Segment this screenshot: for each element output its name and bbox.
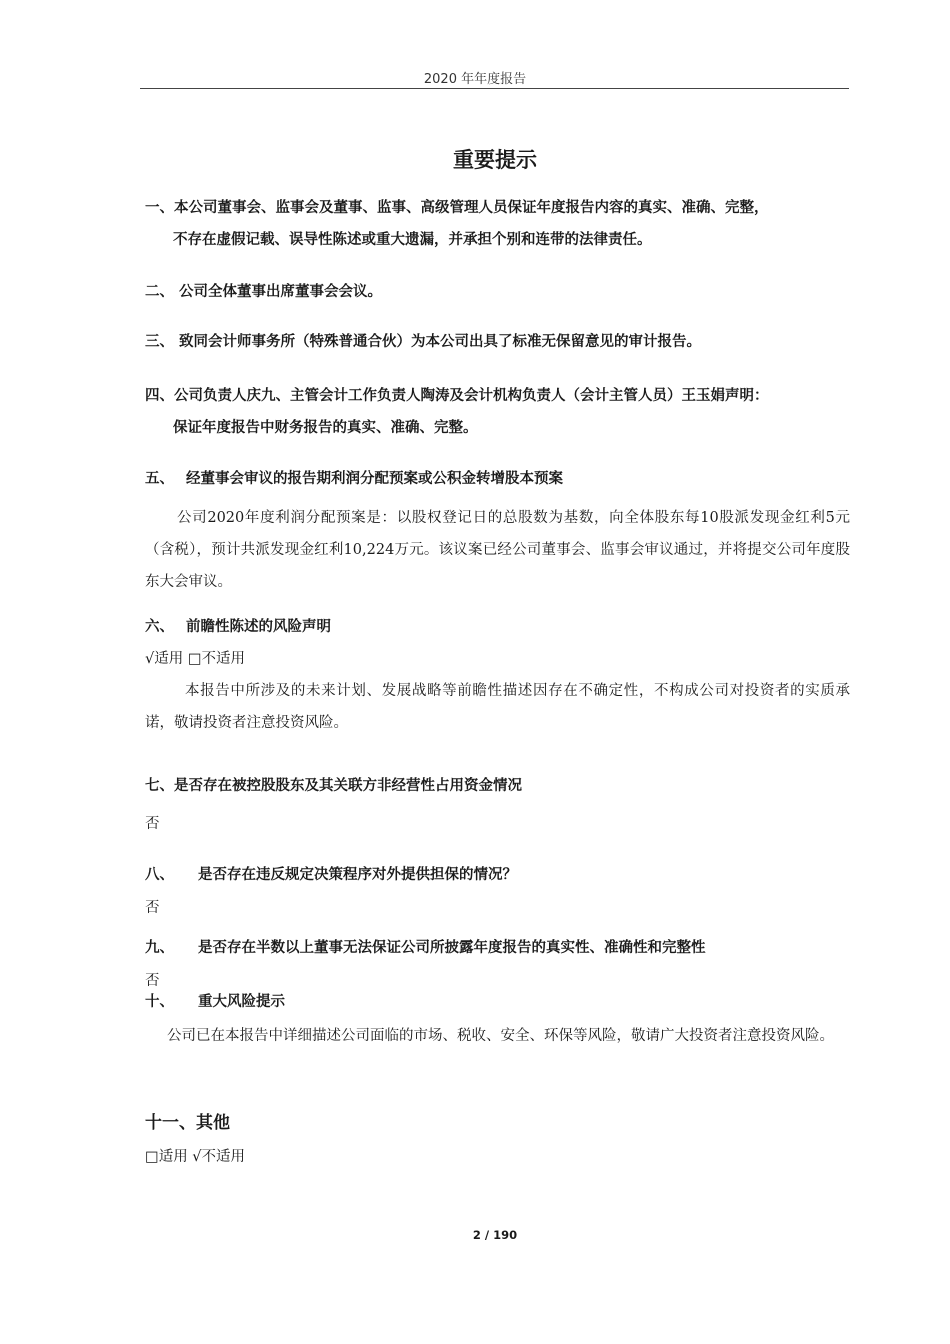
item-6-body: 本报告中所涉及的未来计划、发展战略等前瞻性描述因存在不确定性，不构成公司对投资者的实质承诺，敬请投资者注意投资风险。 xyxy=(145,683,850,731)
page-title: 重要提示 xyxy=(453,148,537,172)
item-8-answer: 否 xyxy=(145,900,160,916)
item-8-number: 八、 xyxy=(145,867,174,883)
item-2: 二、 公司全体董事出席董事会会议。 xyxy=(145,284,383,300)
item-5-body: 公司2020年度利润分配预案是：以股权登记日的总股数为基数，向全体股东每10股派发现金红利5元（含税），预计共派发现金红利10,224万元。该议案已经公司董事会、监事会审议通过，并将提交公司年度股东大会审议。 xyxy=(145,510,850,590)
header-divider xyxy=(140,88,849,89)
item-4-line-1: 四、公司负责人庆九、主管会计工作负责人陶涛及会计机构负责人（会计主管人员）王玉娟声明： xyxy=(145,388,769,404)
item-10-body: 公司已在本报告中详细描述公司面临的市场、税收、安全、环保等风险，敬请广大投资者注意投资风险。 xyxy=(167,1028,834,1044)
item-9-heading xyxy=(145,932,850,964)
item-11: 十一、其他 xyxy=(145,1113,230,1133)
item-5-title: 经董事会审议的报告期利润分配预案或公积金转增股本预案 xyxy=(186,471,563,487)
item-6-applicability: √适用 □不适用 xyxy=(145,651,246,667)
item-6-number: 六、 xyxy=(145,619,174,635)
item-10-number: 十、 xyxy=(145,994,174,1010)
running-header: 2020 年年度报告 xyxy=(423,72,527,87)
item-9-number: 九、 xyxy=(145,940,174,956)
item-7: 七、是否存在被控股股东及其关联方非经营性占用资金情况 xyxy=(145,778,522,794)
item-4 xyxy=(145,380,850,444)
item-11-applicability: □适用 √不适用 xyxy=(145,1149,246,1165)
item-1-line-2: 不存在虚假记载、误导性陈述或重大遗漏，并承担个别和连带的法律责任。 xyxy=(173,232,652,248)
item-7-answer: 否 xyxy=(145,816,160,832)
item-4-line-2: 保证年度报告中财务报告的真实、准确、完整。 xyxy=(173,420,478,436)
item-9-title: 是否存在半数以上董事无法保证公司所披露年度报告的真实性、准确性和完整性 xyxy=(198,940,706,956)
item-5-heading xyxy=(145,463,850,495)
item-1-line-1: 一、本公司董事会、监事会及董事、监事、高级管理人员保证年度报告内容的真实、准确、完整， xyxy=(145,200,769,216)
item-6-title: 前瞻性陈述的风险声明 xyxy=(186,619,331,635)
item-9-answer: 否 xyxy=(145,973,160,989)
item-8-title: 是否存在违反规定决策程序对外提供担保的情况？ xyxy=(198,867,517,883)
item-1 xyxy=(145,192,850,256)
item-6-heading xyxy=(145,611,850,643)
item-8-heading xyxy=(145,859,850,891)
page-number: 2 / 190 xyxy=(472,1228,518,1242)
item-5-number: 五、 xyxy=(145,471,174,487)
item-3: 三、 致同会计师事务所（特殊普通合伙）为本公司出具了标准无保留意见的审计报告。 xyxy=(145,334,702,350)
item-10-title: 重大风险提示 xyxy=(198,994,285,1010)
item-10-heading xyxy=(145,986,850,1018)
